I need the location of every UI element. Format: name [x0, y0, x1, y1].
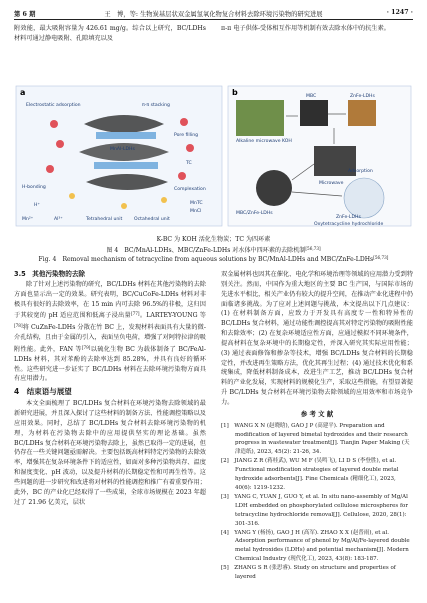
biomass-photo	[236, 100, 284, 136]
mbc-znfe-particle	[256, 170, 292, 206]
caption-en-text: Fig. 4 Removal mechanism of tetracycline from aqueous solutions by BC/MnAl-LDHs and MBC/ZnFe-LDHs	[38, 256, 374, 263]
reference-item: [3] YANG C, YUAN J, GUO Y, et al. In situ nano-assembly of Mg/Al LDH embedded on phosphorylated cellulose microspheres for tetracycline hydrochloride removal[J]. Cellulose, 2020, 28(1): 301-316.	[221, 493, 408, 527]
left-top-text	[14, 24, 206, 48]
running-title: 王 博，等: 生物炭基层状双金属氢氧化物复合材料去除环境污染物的研究进展	[104, 11, 323, 18]
label-complexation: Complexation	[174, 187, 206, 192]
legend-oxytetracycline: Oxytetracycline hydrochloride	[314, 222, 384, 227]
header-rule	[14, 19, 413, 20]
figure-caption-en	[14, 254, 413, 265]
label-mnal-ldhs: MnAl-LDHs	[110, 147, 135, 152]
issue-number: 第 6 期	[14, 11, 36, 18]
mbc-photo	[300, 100, 328, 126]
section-3-5-title: 3.5 其他污染物的去除	[14, 270, 86, 278]
reference-item: [4] YANG Y (杨扬), GAO J H (高军). ZHAO X X (赵普雨), et al. Adsorption performance of phenol by Mg/Al/Fe-layered double metal hydroxides (LDHs) and potential mechanism[J]. Modern Chemical Industry (现代化工), 2023, 43(8): 183-187.	[221, 529, 410, 563]
label-microwave: Microwave	[319, 181, 344, 186]
right-top-text	[221, 24, 413, 48]
caption-cn-text: 图 4 BC/MnAl-LDHs、MBC/ZnFe-LDHs 对水体中四环素的去除机制	[106, 247, 306, 254]
references-title: 参 考 文 献	[300, 409, 334, 418]
label-alkaline-koh: Alkaline microwave KOH	[236, 139, 292, 144]
label-tetrahedral: Tetrahedral unit	[86, 217, 123, 222]
label-octahedral: Octahedral unit	[134, 217, 170, 222]
section-3-5-paragraph: 除了针对上述污染物的研究，BC/LDHs 材料在其他污染物的去除方面也显示出一定的效果。研究表明，BC/CuCoFe-LDHs 材料对非极具有很好的去除效率，在 15 min 内可去除 96.5%的非极，这归因于其较宽的 pH 适应范围和低离子浸出量[77]。LARTEY-YOUNG 等[78]将 CuZnFe-LDHs 分散在竹 BC 上，发现材料表面具有大量的微-介孔结构，且由于金属的引入，表面呈负电荷，增强了对阿特拉津的吸附性能。此外，FAN 等[79]以硫化生物 BC 为载体制备了 BC/FeAl-LDHs 材料，其对苯酚的去除率达到 85.28%，并具有良好的循环性。这些研究进一步证实了 BC/LDHs 材料在去除环境污染物方面具有应用潜力。	[14, 280, 206, 383]
conclusion-paragraph: 双金属材料也因其在催化、电化学和环境治理等领域的应用潜力受到特别关注。然而，中国作为重大地区的主要 BC 生产国，与国际市场的先进水平相比，相关产业仍有较大的提升空间，在推动产业化进程中仍面临诸多挑战。为了应对上述问题与挑战，本文提出以下几点建议：(1) 在材料制备方面，应致力于开发具有高度专一性和特异性的 BC/LDHs 复合材料，通过功能性调控提高其对特定污染物的吸附性能和去除效率；(2) 在复杂环境适应性方面，应通过模拟不同环境条件，提高材料在复杂环境中的长期稳定性，并深入研究其实际应用性能；(3) 通过表面修饰和掺杂等技术，增强 BC/LDHs 复合材料的长期稳定性，并改进再生策略方法，优化其再生过程；(4) 通过技术优化和系统集成，降低材料制备成本，改进生产工艺，推动 BC/LDHs 复合材料的产业化发展，实现材料的规模化生产，采取这些措施，有望显著提升 BC/LDHs 复合材料在环境污染物去除领域的应用效率和市场竞争力。	[221, 271, 413, 406]
label-tc: TC	[186, 161, 192, 166]
label-mbc: MBC	[306, 94, 317, 99]
label-znfe-ldhs-top: ZnFe-LDHs	[350, 94, 375, 99]
label-mntc: MnTC	[190, 201, 203, 206]
left-top-paragraph: 附效能，最大吸附容量为 426.61 mg/g。综合以上研究，BC/LDHs 材料可通过静电吸附、孔隙填充以及	[14, 25, 206, 42]
right-top-paragraph: π-π 电子供体-受体相互作用等机制有效去除水体中的抗生素。	[221, 25, 390, 32]
label-mncl: MnCl	[190, 209, 202, 214]
legend-znfe-ldhs: ZnFe-LDHs	[336, 215, 361, 220]
ldh-layer-2	[94, 162, 158, 169]
label-pi-stacking: π-π stacking	[142, 103, 170, 108]
section-4-paragraph: 本文全面梳理了 BC/LDHs 复合材料在环境污染物去除领域的最新研究进展，并且深入探讨了这些材料的制备方法、性能调控策略以及应用效果。同时，总结了 BC/LDHs 复合材料去除环境污染物的机理，为材料在污染物去除中的应用提供坚实的理论基础。虽然 BC/LDHs 复合材料在环境污染物去除上，虽然已取得一定的进展，但仍存在一些关键问题亟需解决。主要包括既高材料特定污染物的去除效率，增强其在复杂环境条件下的适应性，如面对多种污染物共存、温度和湿度变化、pH 波动，以及提升材料的长期稳定性和可再生性等。这些问题的进一步研究和改进将对材料的性能调控和推广有着重要作用；此外，BC 的产业化已经取得了一些成果，全球市场规模在 2023 年超过了 21.96 亿美元，层状	[14, 400, 206, 506]
ldh-layer-1	[96, 132, 156, 139]
figure-4	[14, 84, 413, 232]
label-h-bonding: H-bonding	[22, 185, 46, 190]
figure-key: K-BC 为 KOH 活化生物炭；TC 为四环素	[156, 236, 271, 243]
label-electrostatic: Electrostatic adsorption	[26, 103, 81, 108]
znfe-ldhs-photo	[348, 100, 376, 126]
reference-list	[221, 422, 413, 582]
reference-item: [2] JIANG Z R (蒋桂武), WU M F (吴鸣飞), LI D S (李登胜), et al. Functional modification strategies of layered double metal hydroxide adsorbents[J]. Fine Chemicals (精细化工), 2023, 40(6): 1219-1232.	[221, 458, 399, 491]
panel-b-label: b	[232, 88, 238, 97]
label-adsorption: Adsorption	[348, 169, 373, 174]
left-column	[14, 270, 206, 600]
label-mn2: Mn²⁺	[22, 217, 34, 222]
section-4-title: 4 结束语与展望	[14, 387, 72, 397]
adsorption-circle	[344, 178, 384, 218]
label-al3: Al³⁺	[54, 217, 63, 222]
label-h-plus: H⁺	[34, 203, 40, 208]
reference-item: [1] WANG X N (赵晓晗), GAO J P (高建平). Preparation and modification of layered bimetal hydroxides and their research progress in wastewater treatment[J]. Tianjin Paper Making (天津造纸), 2023, 45(2): 21-26, 34.	[221, 422, 410, 456]
panel-a-label: a	[20, 88, 26, 97]
running-header	[14, 7, 413, 19]
caption-en-ref: [56,73]	[373, 255, 389, 260]
reference-item: [5] ZHANG S R (张思睿). Study on structure and properties of layered	[221, 565, 396, 581]
label-mbc-znfe-ldhs: MBC/ZnFe-LDHs	[236, 211, 273, 216]
page-number: · 1247 ·	[386, 9, 413, 16]
figure-4-graphic	[14, 84, 413, 232]
caption-cn-ref: [56,73]	[305, 246, 321, 251]
label-pore-filling: Pore filling	[174, 133, 199, 138]
right-column	[221, 270, 413, 600]
